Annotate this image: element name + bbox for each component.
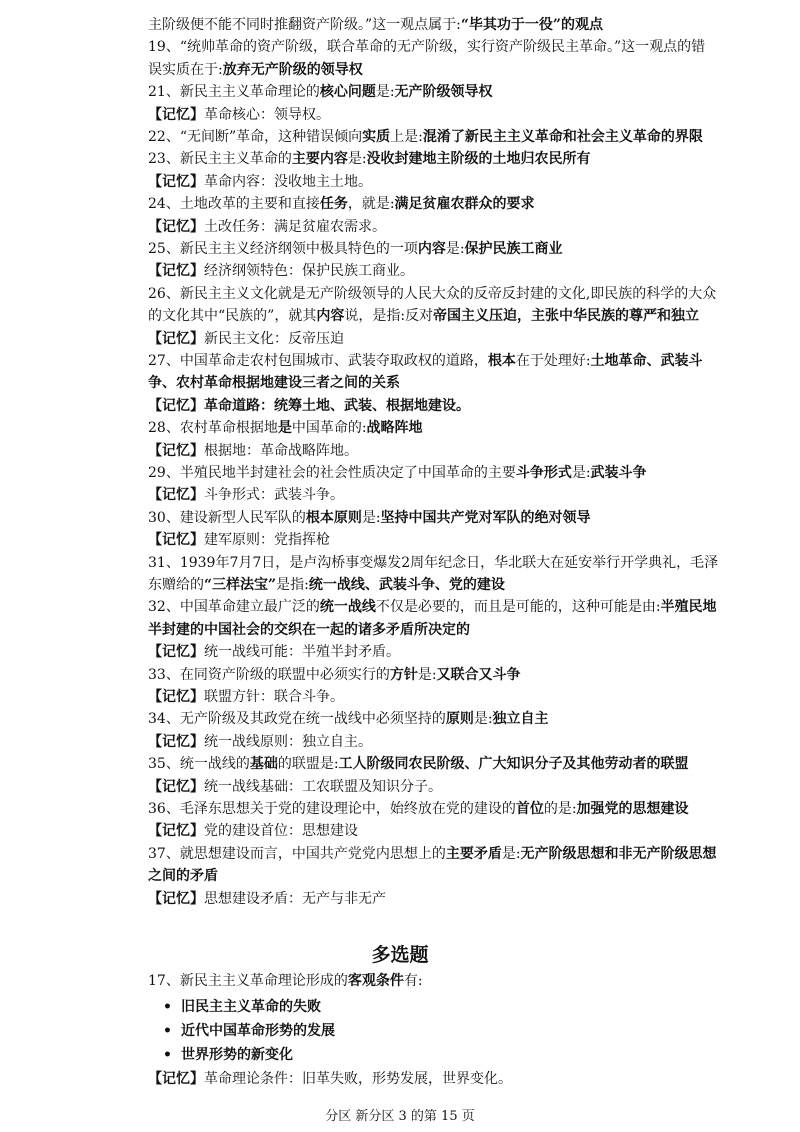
text-line	[148, 507, 760, 529]
text: 17、新民主主义革命理论形成的	[148, 973, 348, 989]
text-line	[148, 596, 760, 618]
text: 35、统一战线的	[148, 756, 250, 773]
text-line	[148, 350, 760, 372]
bold-text: 任务	[319, 196, 348, 213]
text-line	[148, 753, 760, 775]
text: 27、中国革命走农村包围城市、武装夺取政权的道路，	[148, 353, 488, 369]
bullet-icon: •	[163, 1047, 172, 1063]
text: 建军原则：党指挥枪	[204, 532, 330, 549]
bold-text: 【记忆】	[148, 330, 204, 347]
bold-text: 【记忆】	[148, 106, 204, 123]
text-line	[148, 305, 760, 327]
bold-text: 混淆了新民主主义革命和社会主义革命的界限	[422, 129, 703, 145]
bold-text: 工人阶级同农民阶级、广大知识分子及其他劳动者的联盟	[338, 756, 689, 773]
text: 是:	[501, 845, 521, 862]
bold-text: 核心问题	[319, 84, 376, 101]
text: 统一战线基础：工农联盟及知识分子。	[204, 778, 442, 795]
text-line	[148, 417, 760, 439]
text-line	[148, 664, 760, 686]
text: 党的建设首位：思想建设	[204, 823, 358, 840]
text: 革命核心：领导权。	[204, 106, 330, 123]
text: 19、“统帅革命的资产阶级，联合革命的无产阶级，实行资产阶级民主革命。”这一观点的错	[148, 39, 706, 56]
bold-text: 是	[277, 420, 292, 437]
bold-text: 【记忆】	[148, 218, 204, 235]
text: 东赠给的	[148, 577, 204, 593]
bold-text: 没收封建地主阶级的土地归农民所有	[366, 151, 591, 168]
text: 是:	[361, 509, 381, 526]
text: 是:	[445, 241, 465, 257]
bold-text: 半封建的中国社会的交织在一起的诸多矛盾所决定的	[148, 621, 470, 638]
bold-text: 【记忆】	[148, 173, 204, 190]
text: 22、“无间断”革命，这种错误倾向	[148, 129, 363, 145]
text-line	[148, 843, 760, 865]
text: 在于处理好:	[515, 353, 591, 369]
bold-text: 首位	[515, 801, 544, 817]
text-line	[148, 193, 760, 215]
bold-text: 内容	[417, 241, 446, 257]
bold-text: 放弃无产阶级的领导权	[222, 61, 363, 78]
text: 25、新民主主义经济纲领中极具特色的一项	[148, 241, 418, 257]
bold-text: 武装斗争	[590, 465, 647, 481]
text: 误实质在于:	[148, 61, 223, 78]
bold-text: 战略阵地	[366, 420, 423, 437]
text-line	[148, 552, 760, 574]
mc-question-17	[148, 970, 760, 992]
text-line	[148, 104, 760, 126]
bold-text: 争、农村革命根据地建设三者之间的关系	[148, 375, 400, 392]
text-line	[148, 14, 760, 36]
answer-text: 世界形势的新变化	[181, 1047, 293, 1063]
answer-bullet	[163, 1044, 743, 1066]
text: ，就是:	[347, 196, 395, 213]
bold-text: 半殖民地	[660, 599, 717, 616]
text-line	[148, 462, 760, 484]
bold-text: 【记忆】	[148, 778, 204, 795]
bold-text: 统一战线、武装斗争、党的建设	[308, 577, 505, 593]
text: 说，是指:反对	[344, 308, 434, 325]
text-line	[148, 171, 760, 193]
text-line	[148, 126, 760, 148]
text: 23、新民主主义革命的	[148, 151, 292, 168]
text-line	[148, 148, 760, 170]
bold-text: “毕其功于一役”的观点	[460, 17, 603, 33]
text: 新民主文化：反帝压迫	[204, 330, 344, 347]
bold-text: 满足贫雇农群众的要求	[394, 196, 535, 213]
text: 30、建设新型人民军队的	[148, 509, 306, 526]
text: 28、农村革命根据地	[148, 420, 278, 437]
text-line	[148, 865, 760, 887]
bold-text: 之间的矛盾	[148, 868, 218, 885]
bold-text: 无产阶级思想和非无产阶级思想	[520, 845, 717, 862]
bold-text: 加强党的思想建设	[576, 801, 689, 817]
text: 中国革命的:	[291, 420, 367, 437]
text: 34、无产阶级及其政党在统一战线中必须坚持的	[148, 711, 446, 728]
text: 是:	[347, 151, 367, 168]
text: 统一战线可能：半殖半封矛盾。	[204, 644, 400, 661]
answer-bullet	[163, 1020, 743, 1042]
bold-text: 根本原则	[305, 509, 362, 526]
bold-text: 【记忆】	[148, 1071, 204, 1087]
bold-text: 【记忆】	[148, 442, 204, 459]
bold-text: 原则	[445, 711, 474, 728]
bold-text: 保护民族工商业	[464, 241, 563, 257]
bold-text: 主要矛盾	[445, 845, 502, 862]
text-line	[148, 216, 760, 238]
text-line	[148, 328, 760, 350]
text: 有:	[403, 973, 423, 989]
text: 联盟方针：联合斗争。	[204, 689, 344, 705]
bullet-icon: •	[163, 1023, 172, 1039]
text: 的联盟是:	[277, 756, 339, 773]
bold-text: 主要内容	[291, 151, 348, 168]
bold-text: 帝国主义压迫，主张中华民族的尊严和独立	[433, 308, 700, 325]
bold-text: 无产阶级领导权	[394, 84, 493, 101]
text-line	[148, 731, 760, 753]
text-line	[148, 81, 760, 103]
text: 斗争形式：武装斗争。	[204, 487, 344, 504]
text: 革命理论条件：旧革失败，形势发展，世界变化。	[204, 1071, 512, 1087]
text-line	[148, 529, 760, 551]
text: 不仅是必要的，而且是可能的，这种可能是由:	[375, 599, 661, 616]
text: 29、半殖民地半封建社会的社会性质决定了中国革命的主要	[148, 465, 516, 481]
bold-text: 实质	[362, 129, 391, 145]
text: 革命内容：没收地主土地。	[204, 173, 372, 190]
bold-text: 斗争形式	[515, 465, 572, 481]
bold-text: 坚持中国共产党对军队的绝对领导	[380, 509, 591, 526]
text: 土改任务：满足贫雇农需求。	[204, 218, 386, 235]
bold-text: 【记忆】	[148, 263, 204, 280]
bold-text: 方针	[389, 666, 418, 683]
bold-text: 【记忆】	[148, 689, 204, 705]
bold-text: 【记忆】	[148, 487, 204, 504]
text: 经济纲领特色：保护民族工商业。	[204, 263, 414, 280]
text: 24、土地改革的主要和直接	[148, 196, 320, 213]
page-footer: 分区 新分区 3 的第 15 页	[325, 1109, 475, 1124]
text-line	[148, 484, 760, 506]
bold-text: 土地革命、武装斗	[590, 353, 703, 369]
bold-text: 内容	[316, 308, 345, 325]
bold-text: 又联合又斗争	[436, 666, 521, 683]
text-line	[148, 36, 760, 58]
text-line	[148, 686, 760, 708]
text: 33、在同资产阶级的联盟中必须实行的	[148, 666, 390, 683]
text: 是指:	[276, 577, 309, 593]
bold-text: 基础	[249, 756, 278, 773]
text-line	[148, 283, 760, 305]
text-line	[148, 776, 760, 798]
answer-text: 近代中国革命形势的发展	[181, 1023, 335, 1039]
bold-text: 【记忆】	[148, 733, 204, 750]
text-line	[148, 708, 760, 730]
text: 是:	[375, 84, 395, 101]
text-line	[148, 260, 760, 282]
text-line	[148, 372, 760, 394]
text-line	[148, 619, 760, 641]
answer-bullet	[163, 996, 743, 1018]
text-line	[148, 820, 760, 842]
mc-memory-note	[148, 1068, 760, 1090]
text-line	[148, 59, 760, 81]
text: 31、1939年7月7日，是卢沟桥事变爆发2周年纪念日，华北联大在延安举行开学典礼，毛泽	[148, 554, 719, 571]
text-line	[148, 888, 760, 910]
bold-text: 统一战线	[319, 599, 376, 616]
answer-text: 旧民主主义革命的失败	[181, 999, 321, 1015]
text: 是:	[473, 711, 493, 728]
bold-text: 【记忆】革命道路：统筹土地、武装、根据地建设。	[148, 397, 470, 414]
text: 的文化其中“民族的”，就其	[148, 308, 317, 325]
text: 37、就思想建设而言，中国共产党党内思想上的	[148, 845, 446, 862]
text: 的是:	[543, 801, 577, 817]
section-heading: 多选题	[371, 944, 429, 966]
bold-text: “三样法宝”	[204, 577, 277, 593]
bold-text: 客观条件	[347, 973, 404, 989]
text-line	[148, 641, 760, 663]
text-line	[148, 395, 760, 417]
text: 根据地：革命战略阵地。	[204, 442, 358, 459]
text-line	[148, 440, 760, 462]
text: 统一战线原则：独立自主。	[204, 733, 372, 750]
bold-text: 【记忆】	[148, 823, 204, 840]
bold-text: 【记忆】	[148, 532, 204, 549]
text: 是:	[571, 465, 591, 481]
text: 主阶级便不能不同时推翻资产阶级。”这一观点属于:	[148, 17, 461, 33]
text: 是:	[417, 666, 437, 683]
bold-text: 【记忆】	[148, 890, 204, 907]
text: 上是:	[390, 129, 423, 145]
text: 26、新民主主义文化就是无产阶级领导的人民大众的反帝反封建的文化,即民族的科学的大众	[148, 285, 717, 302]
text: 思想建设矛盾：无产与非无产	[204, 890, 386, 907]
bold-text: 根本	[487, 353, 516, 369]
text: 21、新民主主义革命理论的	[148, 84, 320, 101]
text-line	[148, 238, 760, 260]
bold-text: 【记忆】	[148, 644, 204, 661]
bullet-icon: •	[163, 999, 172, 1015]
text: 36、毛泽东思想关于党的建设理论中，始终放在党的建设的	[148, 801, 516, 817]
text-line	[148, 798, 760, 820]
text-line	[148, 574, 760, 596]
bold-text: 独立自主	[492, 711, 549, 728]
text: 32、中国革命建立最广泛的	[148, 599, 320, 616]
